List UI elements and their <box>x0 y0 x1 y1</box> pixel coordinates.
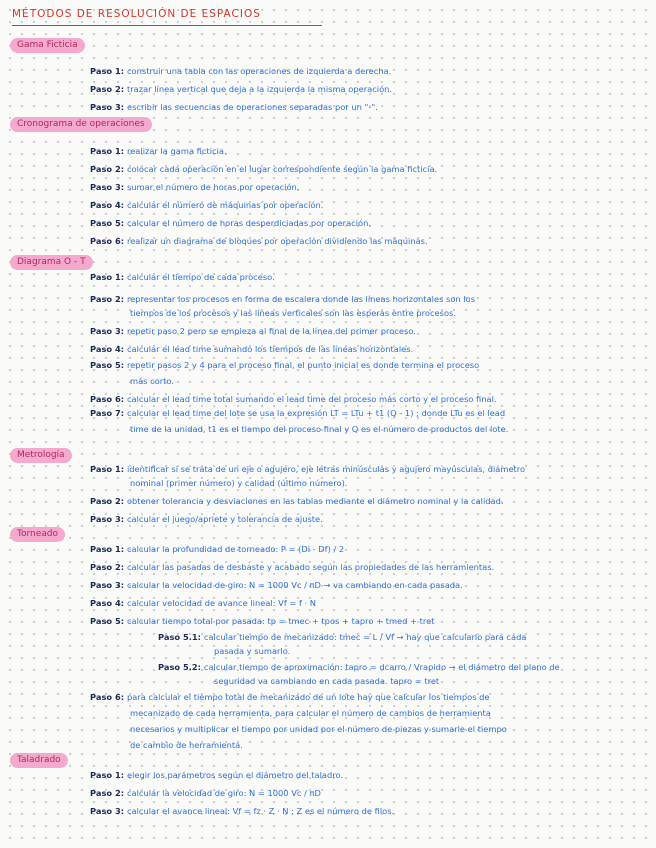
step-row <box>90 144 227 158</box>
step-text: calcular el lead time del lote se usa la expresión LT = LTu + t1 (Q - 1) ; donde LTu es el lead <box>126 408 506 418</box>
step-number: Paso 2: <box>90 164 127 174</box>
step-row <box>90 270 275 284</box>
step-row <box>90 342 413 356</box>
section-label-cronograma: Cronograma de operaciones <box>10 117 152 132</box>
step-row <box>90 512 323 526</box>
step-number: Paso 5.1: <box>158 632 204 642</box>
step-text: sumar el número de horas por operación. <box>126 182 300 192</box>
step-text: calcular tiempo total por pasada: tp = tmec + tpos + tapro + tmed + tret <box>126 616 435 626</box>
section-label-metrologia: Metrología <box>10 448 72 463</box>
step-row <box>130 738 243 752</box>
section-label-gama-ficticia: Gama Ficticia <box>10 38 85 53</box>
step-number: Paso 5: <box>90 218 127 228</box>
step-row <box>90 462 525 476</box>
step-text: necesarios y multiplicar el tiempo por unidad por el número de piezas y sumarle el tiempo <box>130 724 507 734</box>
step-row <box>130 374 174 388</box>
step-number: Paso 1: <box>90 770 127 780</box>
step-row <box>90 198 323 212</box>
step-number: Paso 2: <box>90 788 127 798</box>
step-text: calcular velocidad de avance lineal: Vf = f · N <box>126 598 317 608</box>
step-number: Paso 3: <box>90 580 127 590</box>
step-row <box>90 406 505 420</box>
step-number: Paso 1: <box>90 272 127 282</box>
step-row <box>90 292 475 306</box>
step-text: repetir paso 2 pero se empieza al final de la línea del primer proceso. <box>126 326 416 336</box>
step-text: calcular el número de máquinas por operación. <box>126 200 324 210</box>
step-text: obtener tolerancia y desviaciones en las tablas mediante el diámetro nominal y la calidad. <box>126 496 504 506</box>
section-label-diagrama-ot: Diagrama O - T <box>10 255 93 270</box>
step-text: calcular tiempo de mecanizado: tmec = L / Vf → hay que calcularlo para cada <box>203 632 527 642</box>
step-text: trazar línea vertical que deja a la izquierda la misma operación. <box>126 84 393 94</box>
step-row <box>90 690 490 704</box>
step-row <box>90 614 434 628</box>
step-number: Paso 5: <box>90 616 127 626</box>
step-number: Paso 3: <box>90 182 127 192</box>
step-number: Paso 5.2: <box>158 662 204 672</box>
step-text: time de la unidad, t1 es el tiempo del proceso final y Q es el número de productos del lote. <box>130 424 509 434</box>
step-text: de cambio de herramienta. <box>130 740 243 750</box>
step-row <box>130 722 507 736</box>
step-row <box>90 162 437 176</box>
step-number: Paso 3: <box>90 806 127 816</box>
step-number: Paso 5: <box>90 360 127 370</box>
step-row <box>90 234 428 248</box>
step-row <box>130 706 491 720</box>
step-number: Paso 6: <box>90 236 127 246</box>
step-text: para calcular el tiempo total de mecanizado de un lote hay que calcular los tiempos de <box>126 692 490 702</box>
step-text: construir una tabla con las operaciones de izquierda a derecha. <box>126 66 392 76</box>
step-number: Paso 7: <box>90 408 127 418</box>
step-row <box>90 578 463 592</box>
step-text: calcular el número de horas desperdiciadas por operación. <box>126 218 372 228</box>
step-text: calcular el avance lineal: Vf = fz · Z · N ; Z es el número de filos. <box>126 806 395 816</box>
step-row <box>90 324 416 338</box>
step-number: Paso 1: <box>90 146 127 156</box>
step-text: identificar si se trata de un eje o agujero, eje letras minúsculas y agujero mayúsculas, diámetro <box>126 464 526 474</box>
step-text: calcular la velocidad de giro: N = 1000 Vc / πD → va cambiando en cada pasada. <box>126 580 463 590</box>
step-number: Paso 4: <box>90 344 127 354</box>
step-row <box>90 358 479 372</box>
step-row <box>90 494 504 508</box>
step-text: tiempos de los procesos y las líneas verticales son las esperas entre procesos. <box>130 308 456 318</box>
step-row <box>90 100 378 114</box>
step-text: calcular las pasadas de desbaste y acabado según las propiedades de las herramientas. <box>126 562 495 572</box>
title-underline <box>12 25 322 26</box>
step-row <box>130 422 508 436</box>
step-text: calcular el juego/apriete y tolerancia de ajuste. <box>126 514 323 524</box>
step-number: Paso 2: <box>90 84 127 94</box>
step-row <box>214 644 290 658</box>
step-text: calcular el lead time sumando los tiempos de las líneas horizontales. <box>126 344 414 354</box>
step-text: repetir pasos 2 y 4 para el proceso final, el punto inicial es donde termina el proceso <box>126 360 480 370</box>
step-text: elegir los parámetros según el diámetro del taladro. <box>126 770 344 780</box>
section-label-taladrado: Taladrado <box>10 753 68 768</box>
step-number: Paso 4: <box>90 598 127 608</box>
step-text: representar los procesos en forma de escalera donde las líneas horizontales son los <box>126 294 476 304</box>
step-number: Paso 2: <box>90 562 127 572</box>
step-row <box>90 180 299 194</box>
step-row <box>90 768 343 782</box>
step-number: Paso 1: <box>90 464 127 474</box>
step-number: Paso 1: <box>90 544 127 554</box>
step-row <box>90 82 392 96</box>
step-text: pasada y sumarlo. <box>214 646 291 656</box>
section-label-torneado: Torneado <box>10 527 65 542</box>
step-text: seguridad va cambiando en cada pasada. tapro = tret <box>214 676 440 686</box>
step-number: Paso 3: <box>90 514 127 524</box>
step-row <box>90 64 391 78</box>
page-title: MÉTODOS DE RESOLUCIÓN DE ESPACIOS <box>12 8 261 20</box>
step-number: Paso 3: <box>90 326 127 336</box>
step-text: realizar la gama ficticia. <box>126 146 227 156</box>
step-row <box>90 596 316 610</box>
step-text: realizar un diagrama de bloques por operación dividiendo las máquinas. <box>126 236 428 246</box>
step-row <box>90 216 371 230</box>
step-row <box>90 804 394 818</box>
step-number: Paso 1: <box>90 66 127 76</box>
step-number: Paso 2: <box>90 496 127 506</box>
step-row <box>158 660 560 674</box>
step-text: calcular el tiempo de cada proceso. <box>126 272 275 282</box>
step-row <box>90 542 344 556</box>
step-text: mecanizado de cada herramienta, para calcular el número de cambios de herramienta <box>130 708 491 718</box>
step-number: Paso 4: <box>90 200 127 210</box>
step-text: colocar cada operación en el lugar correspondiente según la gama ficticia. <box>126 164 438 174</box>
step-text: calcular tiempo de aproximación: tapro = dcarro / Vrapido → el diámetro del plano de <box>203 662 560 672</box>
step-text: calcular el lead time total sumando el lead time del proceso más corto y el proceso final. <box>126 394 497 404</box>
step-number: Paso 6: <box>90 692 127 702</box>
step-row <box>130 306 456 320</box>
step-row <box>158 630 526 644</box>
step-row <box>130 476 347 490</box>
step-number: Paso 6: <box>90 394 127 404</box>
step-text: más corto. <box>130 376 174 386</box>
step-text: calcular la profundidad de torneado: P = (Di - Df) / 2 <box>126 544 345 554</box>
step-row <box>214 674 439 688</box>
step-row <box>90 560 494 574</box>
step-number: Paso 2: <box>90 294 127 304</box>
step-text: escribir las secuencias de operaciones separadas por un "-". <box>126 102 378 112</box>
step-number: Paso 3: <box>90 102 127 112</box>
step-text: calcular la velocidad de giro: N = 1000 Vc / πD <box>126 788 321 798</box>
step-row <box>90 392 497 406</box>
step-text: nominal (primer número) y calidad (último número). <box>130 478 348 488</box>
step-row <box>90 786 321 800</box>
